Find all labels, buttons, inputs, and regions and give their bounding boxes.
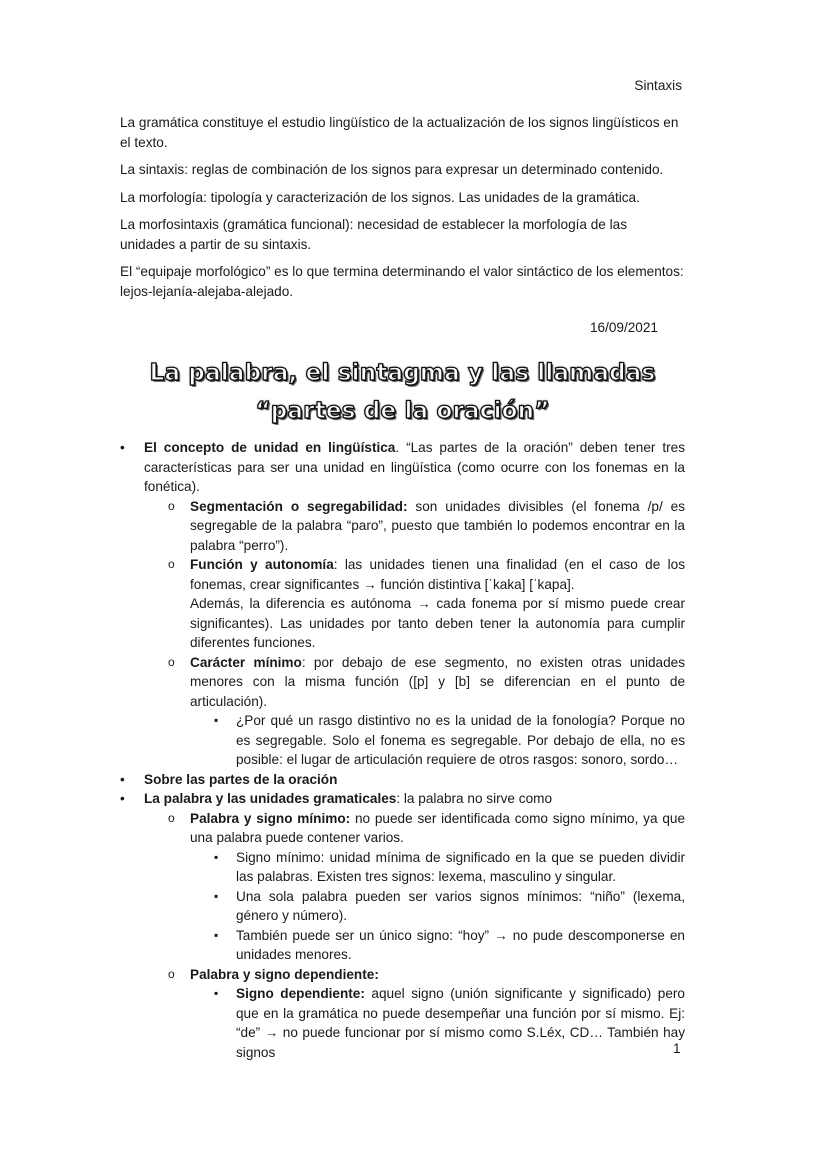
date: 16/09/2021 — [589, 320, 658, 335]
outline-level-1 — [120, 438, 685, 1062]
item-text: : las unidades tienen una finalidad (en el caso de los fonemas, crear significantes → función distintiva [ˈkaka] [ˈkapa]. — [190, 557, 685, 592]
list-item-signo-minimo — [168, 809, 685, 965]
list-item-sobre-partes — [120, 770, 685, 790]
intro-paragraph-equipaje: El “equipaje morfológico” es lo que termina determinando el valor sintáctico de los elementos: lejos-lejanía-alejaba-alejado. — [120, 264, 684, 299]
list-item-funcion-autonomia — [168, 555, 685, 653]
list-item-signo-dependiente — [168, 965, 685, 1063]
item-heading: Palabra y signo mínimo: — [190, 810, 351, 826]
item-text: no puede ser identificada como signo mínimo, ya que una palabra puede contener varios. — [190, 810, 685, 845]
circle-bullet-icon: o — [168, 654, 175, 669]
item-heading: Sobre las partes de la oración — [144, 771, 338, 787]
outline-level-2 — [168, 497, 685, 770]
page-number: 1 — [673, 1041, 681, 1056]
outline-level-3 — [212, 848, 685, 965]
outline-body — [120, 438, 685, 1062]
square-bullet-icon: ▪ — [214, 713, 219, 727]
item-text: : por debajo de ese segmento, no existen otras unidades menores con la misma función ([p] y [b] se diferencian en el punto de articulación). — [190, 654, 686, 709]
list-item-rasgo-distintivo — [212, 711, 685, 770]
outline-level-3 — [212, 711, 685, 770]
item-text: Una sola palabra pueden ser varios signos mínimos: “niño” (lexema, género y número). — [236, 888, 685, 923]
item-text: . “Las partes de la oración” deben tener tres características para ser una unidad en lingüística (como ocurre con los fonemas en la fonética). — [144, 440, 685, 494]
disc-bullet-icon: • — [120, 791, 125, 806]
item-heading: Función y autonomía — [190, 557, 334, 572]
intro-paragraph-morfosintaxis: La morfosintaxis (gramática funcional): necesidad de establecer la morfología de las unidades a partir de su sintaxis. — [120, 217, 628, 252]
intro-paragraph-gramatica: La gramática constituye el estudio lingüístico de la actualización de los signos lingüísticos en el texto. — [120, 115, 679, 150]
square-bullet-icon: ▪ — [214, 888, 219, 903]
circle-bullet-icon: o — [168, 498, 175, 513]
section-title: La palabra, el sintagma y las llamadas “partes de la oración” — [149, 360, 656, 424]
square-bullet-icon: ▪ — [214, 986, 219, 1000]
list-item-concepto-unidad — [120, 438, 685, 770]
list-item-sm-hoy — [212, 926, 685, 965]
item-text: También puede ser un único signo: “hoy” → no pude descomponerse en unidades menores. — [236, 927, 685, 962]
list-item-sm-nino — [212, 887, 685, 926]
intro-section — [120, 113, 685, 309]
square-bullet-icon: ▪ — [214, 849, 219, 864]
square-bullet-icon: ▪ — [214, 927, 219, 942]
intro-paragraph-sintaxis: La sintaxis: reglas de combinación de los signos para expresar un determinado contenido. — [120, 162, 664, 177]
list-item-sm-definicion — [212, 848, 685, 887]
item-text: son unidades divisibles (el fonema /p/ es segregable de la palabra “paro”, puesto que también lo podemos encontrar en la palabra “perro”). — [190, 498, 685, 553]
intro-paragraph-morfologia: La morfología: tipología y caracterización de los signos. Las unidades de la gramática. — [120, 189, 640, 205]
item-heading: Segmentación o segregabilidad: — [190, 498, 408, 514]
item-text: ¿Por qué un rasgo distintivo no es la unidad de la fonología? Porque no es segregable. Solo el fonema es segregable. Por debajo de ella, no es posible: el lugar de articulación requiere de otros rasgos: sonoro, sordo… — [236, 713, 685, 767]
outline-level-2 — [168, 809, 685, 1063]
item-text: aquel signo (unión significante y significado) pero que en la gramática no puede desempeñar una función por sí mismo. Ej: “de” → no puede funcionar por sí mismo como S.Léx, CD… También hay signos — [236, 986, 685, 1060]
list-item-segmentacion — [168, 497, 685, 556]
running-header: Sintaxis — [634, 78, 682, 93]
circle-bullet-icon: o — [168, 557, 175, 571]
list-item-palabra-unidades — [120, 789, 685, 1062]
disc-bullet-icon: • — [120, 771, 125, 787]
item-heading: Palabra y signo dependiente: — [190, 966, 379, 982]
item-heading: Carácter mínimo — [190, 654, 302, 670]
list-item-caracter-minimo — [168, 653, 685, 770]
circle-bullet-icon: o — [168, 966, 175, 981]
item-text-continued: Además, la diferencia es autónoma → cada fonema por sí mismo puede crear significantes). Las unidades por tanto deben tener la autonomía para cumplir diferentes funciones. — [190, 596, 685, 650]
outline-level-3 — [212, 984, 685, 1062]
item-heading: Signo dependiente: — [236, 986, 365, 1001]
list-item-sd-definicion — [212, 984, 685, 1062]
item-text: : la palabra no sirve como — [396, 791, 553, 806]
item-heading: El concepto de unidad en lingüística — [144, 440, 396, 455]
item-heading: La palabra y las unidades gramaticales — [144, 791, 397, 806]
circle-bullet-icon: o — [168, 810, 175, 825]
disc-bullet-icon: • — [120, 440, 125, 455]
item-text: Signo mínimo: unidad mínima de significado en la que se pueden dividir las palabras. Existen tres signos: lexema, masculino y singular. — [236, 849, 685, 884]
